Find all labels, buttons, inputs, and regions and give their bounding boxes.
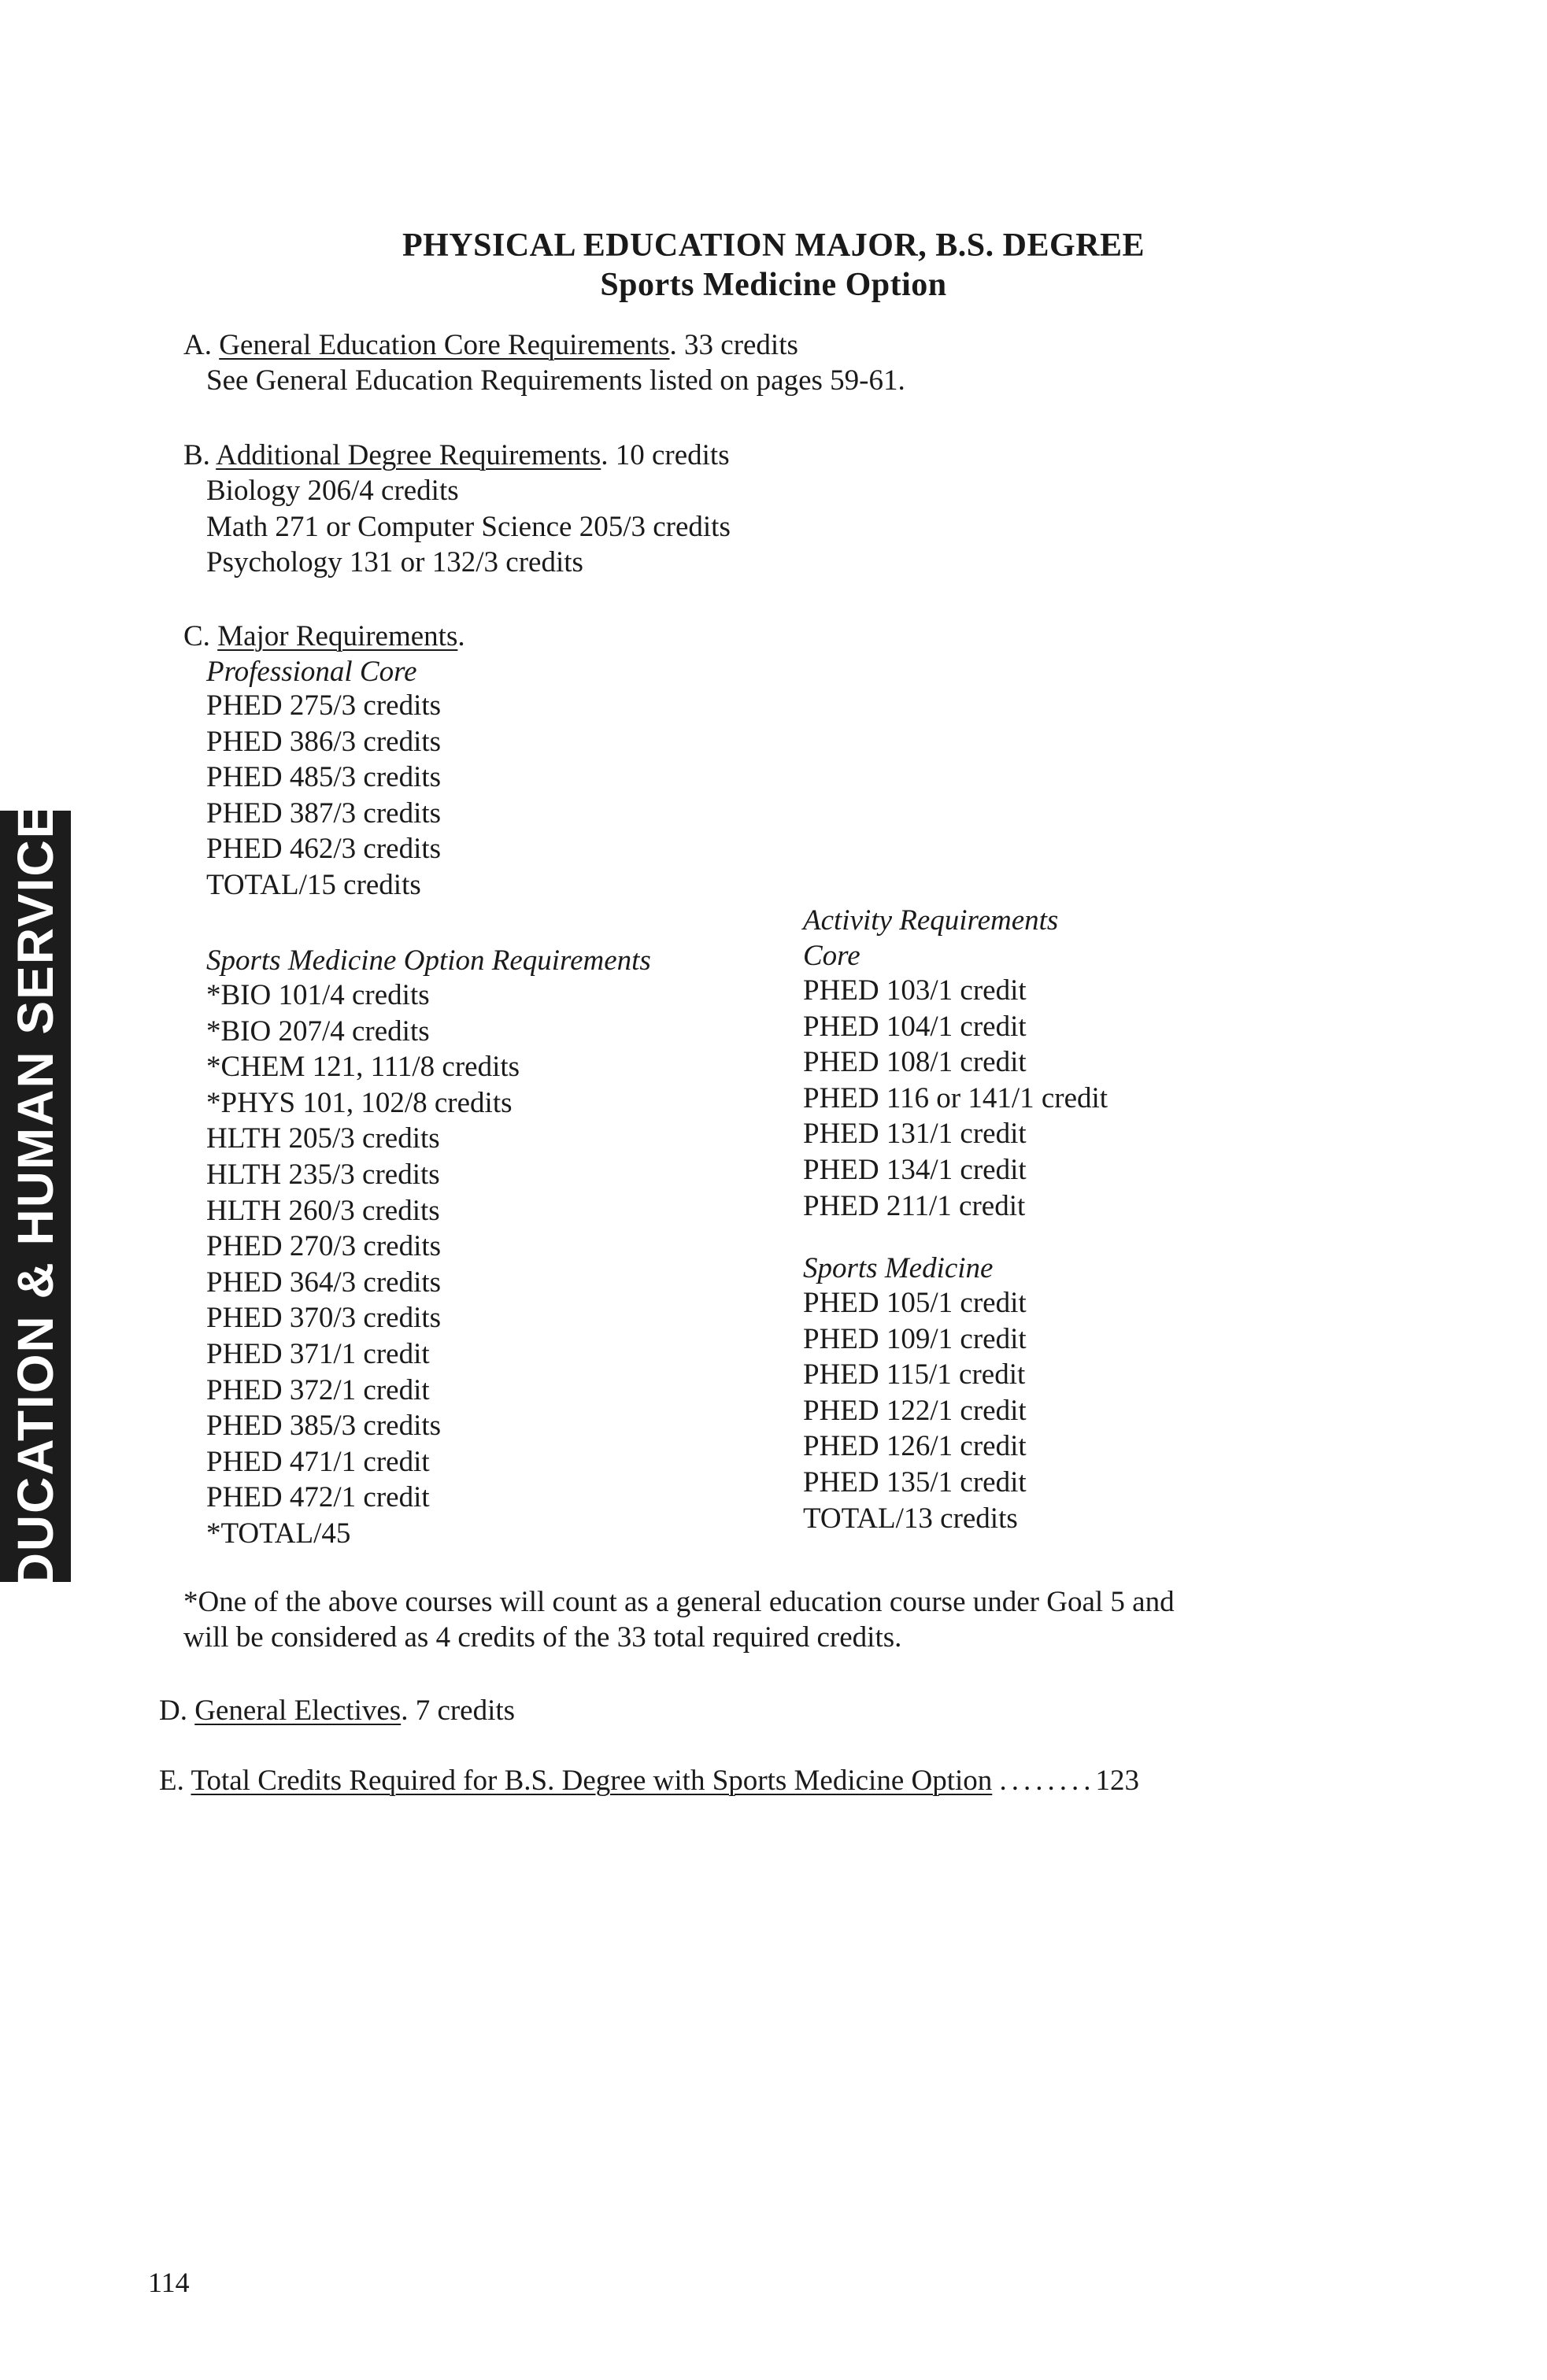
list-item: PHED 485/3 credits	[206, 761, 442, 794]
list-item: PHED 135/1 credit	[803, 1465, 1027, 1499]
list-item: PHED 364/3 credits	[206, 1266, 442, 1299]
list-item: HLTH 205/3 credits	[206, 1122, 440, 1155]
section-b-item: Biology 206/4 credits	[206, 475, 459, 507]
list-item: *TOTAL/45	[206, 1517, 351, 1550]
activity-requirements-label: Activity Requirements	[803, 904, 1059, 937]
list-item: PHED 372/1 credit	[206, 1373, 430, 1406]
list-item: HLTH 260/3 credits	[206, 1194, 440, 1227]
list-item: PHED 275/3 credits	[206, 689, 442, 722]
list-item: PHED 109/1 credit	[803, 1322, 1027, 1355]
section-c-letter: C.	[183, 620, 210, 652]
activity-core-list	[803, 973, 1108, 1224]
side-tab	[0, 768, 71, 1624]
page-title: PHYSICAL EDUCATION MAJOR, B.S. DEGREE	[402, 227, 1145, 264]
list-item: *CHEM 121, 111/8 credits	[206, 1051, 520, 1084]
list-item: PHED 105/1 credit	[803, 1287, 1027, 1319]
list-item: PHED 385/3 credits	[206, 1410, 442, 1443]
list-item: PHED 126/1 credit	[803, 1430, 1027, 1463]
list-item: PHED 462/3 credits	[206, 833, 442, 866]
section-e-total: 123	[1095, 1765, 1140, 1797]
sports-medicine-label: Sports Medicine	[803, 1252, 994, 1284]
footnote-line-2: will be considered as 4 credits of the 33 total required credits.	[183, 1621, 902, 1654]
list-item: PHED 134/1 credit	[803, 1153, 1027, 1186]
section-d-title: General Electives	[194, 1694, 402, 1727]
list-item: TOTAL/15 credits	[206, 868, 421, 901]
section-a-title: General Education Core Requirements	[219, 329, 670, 361]
list-item: PHED 471/1 credit	[206, 1445, 430, 1478]
section-e-title: Total Credits Required for B.S. Degree with Sports Medicine Option	[191, 1765, 993, 1797]
section-c-heading	[183, 619, 465, 654]
list-item: PHED 104/1 credit	[803, 1010, 1027, 1043]
option-requirements-list	[206, 978, 520, 1552]
list-item: TOTAL/13 credits	[803, 1502, 1018, 1535]
list-item: PHED 116 or 141/1 credit	[803, 1081, 1108, 1114]
section-d-heading	[159, 1693, 515, 1728]
professional-core-label: Professional Core	[206, 656, 417, 688]
section-e-dots: ........	[999, 1765, 1096, 1797]
section-c-title: Major Requirements	[217, 620, 458, 652]
section-a-heading	[183, 327, 798, 363]
list-item: *PHYS 101, 102/8 credits	[206, 1086, 513, 1119]
sports-medicine-list	[803, 1285, 1027, 1536]
page-number: 114	[148, 2267, 190, 2298]
section-d-letter: D.	[159, 1694, 187, 1727]
list-item: PHED 387/3 credits	[206, 796, 442, 830]
section-d-credits: . 7 credits	[401, 1694, 516, 1727]
list-item: PHED 370/3 credits	[206, 1302, 442, 1335]
list-item: PHED 131/1 credit	[803, 1118, 1027, 1151]
option-requirements-label: Sports Medicine Option Requirements	[206, 944, 651, 977]
list-item: PHED 386/3 credits	[206, 725, 442, 758]
section-b-letter: B.	[183, 439, 210, 471]
section-a-letter: A.	[183, 329, 212, 361]
list-item: PHED 371/1 credit	[206, 1337, 430, 1370]
list-item: PHED 103/1 credit	[803, 974, 1027, 1007]
section-b-credits: . 10 credits	[601, 439, 730, 471]
section-b-title: Additional Degree Requirements	[216, 439, 601, 471]
list-item: *BIO 207/4 credits	[206, 1014, 430, 1048]
footnote-line-1: *One of the above courses will count as a general education course under Goal 5 and	[183, 1586, 1175, 1618]
list-item: HLTH 235/3 credits	[206, 1158, 440, 1191]
section-a-credits: . 33 credits	[669, 329, 798, 361]
list-item: PHED 472/1 credit	[206, 1481, 430, 1514]
professional-core-list	[206, 688, 441, 904]
list-item: PHED 108/1 credit	[803, 1046, 1027, 1079]
activity-core-label: Core	[803, 940, 860, 972]
list-item: PHED 211/1 credit	[803, 1189, 1026, 1222]
list-item: PHED 270/3 credits	[206, 1230, 442, 1263]
section-e-heading	[159, 1763, 1139, 1798]
section-b-heading	[183, 438, 730, 473]
section-b-item: Math 271 or Computer Science 205/3 credits	[206, 511, 731, 543]
page-subtitle: Sports Medicine Option	[600, 267, 947, 303]
section-e-letter: E.	[159, 1765, 184, 1797]
list-item: *BIO 101/4 credits	[206, 979, 430, 1011]
list-item: PHED 122/1 credit	[803, 1394, 1027, 1427]
section-c-period: .	[457, 620, 465, 652]
side-tab-label: EDUCATION & HUMAN SERVICES	[7, 768, 64, 1624]
section-a-note: See General Education Requirements listed on pages 59-61.	[206, 364, 905, 397]
section-b-item: Psychology 131 or 132/3 credits	[206, 546, 583, 578]
list-item: PHED 115/1 credit	[803, 1358, 1026, 1391]
